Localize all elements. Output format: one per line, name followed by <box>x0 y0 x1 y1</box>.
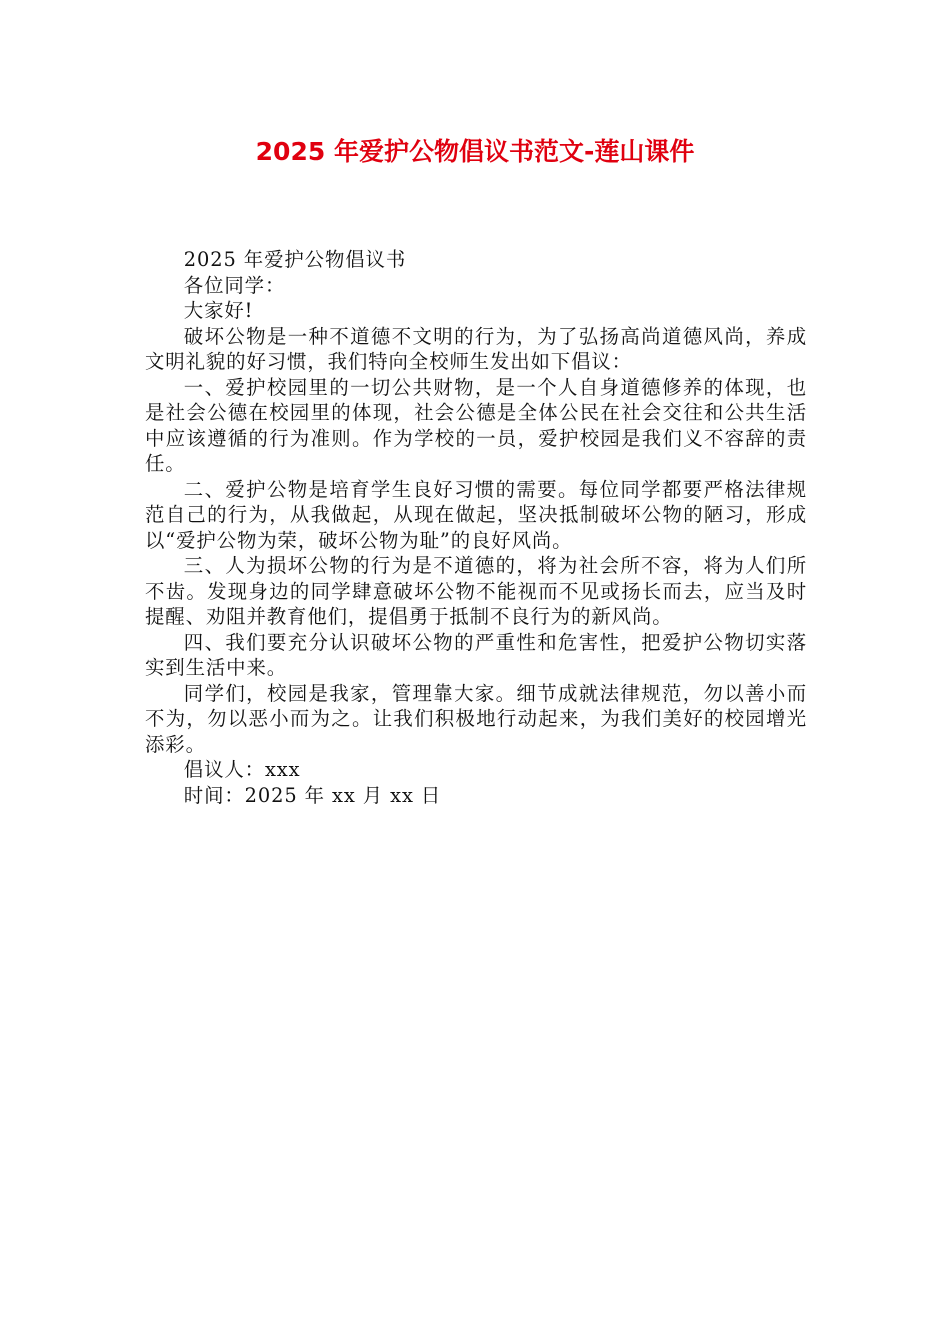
intro-paragraph: 破坏公物是一种不道德不文明的行为，为了弘扬高尚道德风尚，养成文明礼貌的好习惯，我们特向全校师生发出如下倡议： <box>145 324 807 373</box>
proposal-heading: 2025 年爱护公物倡议书 <box>183 248 407 271</box>
document-title: 2025 年爱护公物倡议书范文-莲山课件 <box>255 137 695 166</box>
proposal-item-2: 二、爱护公物是培育学生良好习惯的需要。每位同学都要严格法律规范自己的行为，从我做起，从现在做起，坚决抵制破坏公物的陋习，形成以“爱护公物为荣，破坏公物为耻”的良好风尚。 <box>145 477 807 552</box>
greeting: 大家好! <box>183 299 254 322</box>
document-body <box>145 247 807 808</box>
proposal-item-1: 一、爱护校园里的一切公共财物，是一个人自身道德修养的体现，也是社会公德在校园里的体现，社会公德是全体公民在社会交往和公共生活中应该遵循的行为准则。作为学校的一员，爱护校园是我们义不容辞的责任。 <box>145 375 807 475</box>
signature-proposer: 倡议人：xxx <box>183 758 301 781</box>
proposal-item-3: 三、人为损坏公物的行为是不道德的，将为社会所不容，将为人们所不齿。发现身边的同学肆意破坏公物不能视而不见或扬长而去，应当及时提醒、劝阻并教育他们，提倡勇于抵制不良行为的新风尚。 <box>145 554 807 628</box>
proposal-item-4: 四、我们要充分认识破坏公物的严重性和危害性，把爱护公物切实落实到生活中来。 <box>145 630 807 679</box>
salutation: 各位同学： <box>183 273 286 297</box>
closing-paragraph: 同学们，校园是我家，管理靠大家。细节成就法律规范，勿以善小而不为，勿以恶小而为之。让我们积极地行动起来，为我们美好的校园增光添彩。 <box>145 681 807 756</box>
signature-date: 时间：2025 年 xx 月 xx 日 <box>183 783 442 807</box>
